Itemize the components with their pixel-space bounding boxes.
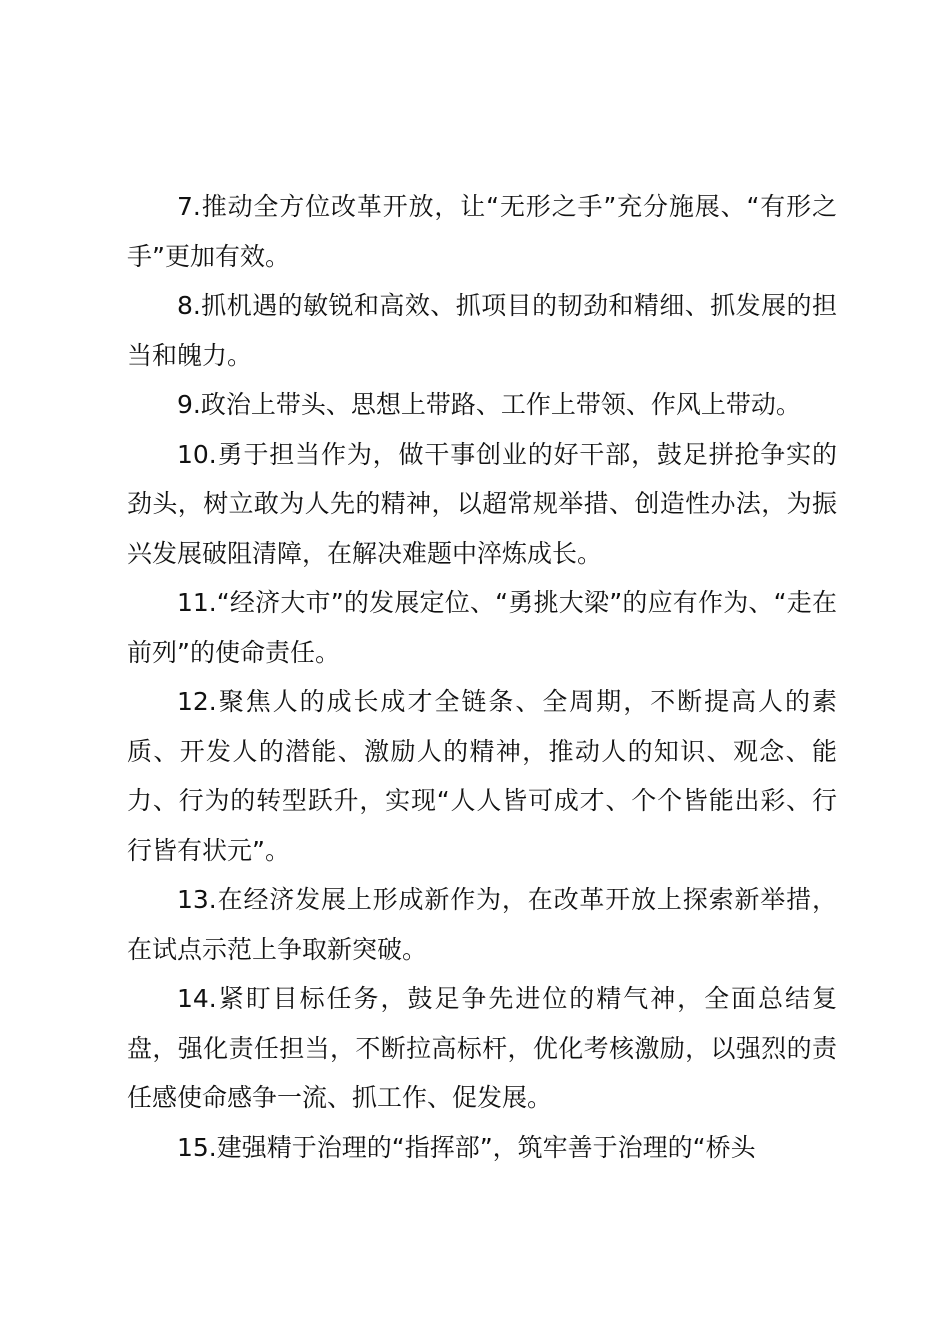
paragraph-8: 8.抓机遇的敏锐和高效、抓项目的韧劲和精细、抓发展的担当和魄力。	[127, 291, 837, 370]
paragraph-12: 12.聚焦人的成长成才全链条、全周期，不断提高人的素质、开发人的潜能、激励人的精神，推动人的知识、观念、能力、行为的转型跃升，实现“人人皆可成才、个个皆能出彩、行行皆有状元”。	[127, 687, 837, 865]
document-body	[127, 182, 837, 1172]
paragraph-11: 11.“经济大市”的发展定位、“勇挑大梁”的应有作为、“走在前列”的使命责任。	[127, 588, 837, 667]
paragraph-13: 13.在经济发展上形成新作为，在改革开放上探索新举措，在试点示范上争取新突破。	[127, 885, 837, 964]
paragraph-14: 14.紧盯目标任务，鼓足争先进位的精气神，全面总结复盘，强化责任担当，不断拉高标杆，优化考核激励，以强烈的责任感使命感争一流、抓工作、促发展。	[127, 984, 837, 1112]
paragraph-9: 9.政治上带头、思想上带路、工作上带领、作风上带动。	[177, 390, 801, 419]
paragraph-7: 7.推动全方位改革开放，让“无形之手”充分施展、“有形之手”更加有效。	[127, 192, 837, 271]
paragraph-15: 15.建强精于治理的“指挥部”，筑牢善于治理的“桥头	[177, 1132, 756, 1162]
paragraph-10: 10.勇于担当作为，做干事创业的好干部，鼓足拼抢争实的劲头，树立敢为人先的精神，以超常规举措、创造性办法，为振兴发展破阻清障，在解决难题中淬炼成长。	[127, 439, 837, 568]
